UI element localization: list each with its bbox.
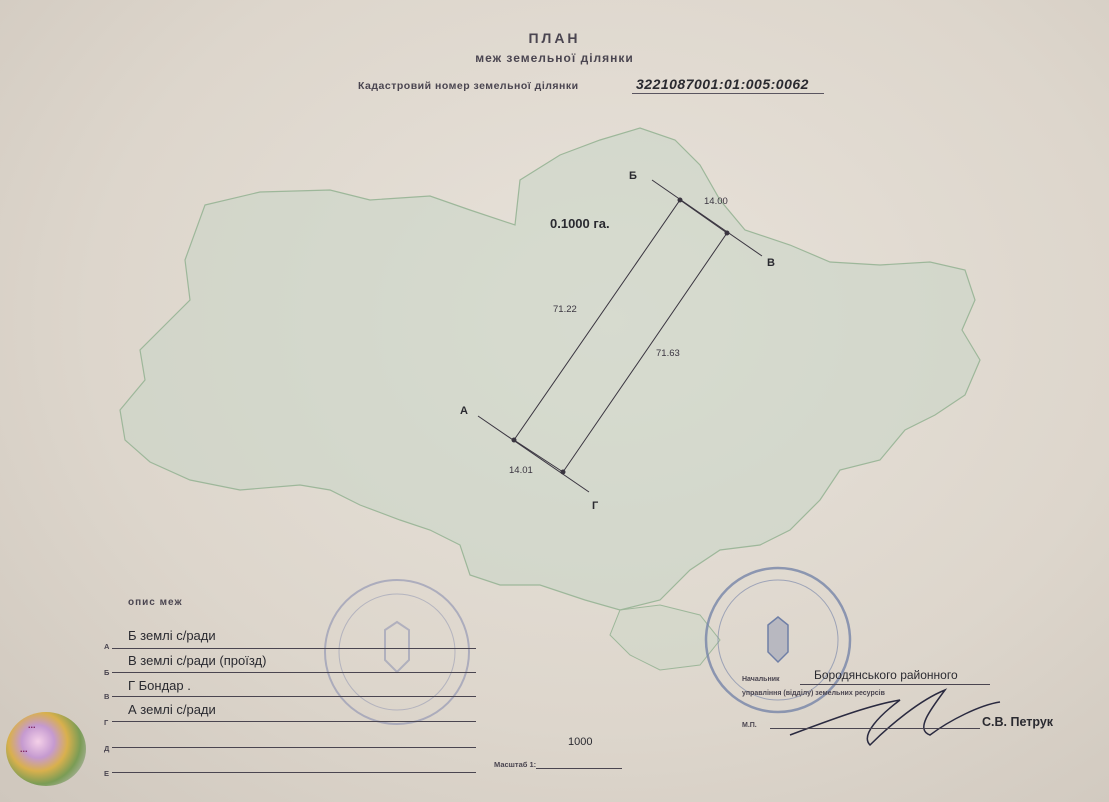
scale-label: Масштаб 1: [494,760,537,769]
scale-value: 1000 [568,736,593,748]
dimension-vg: 71.63 [656,348,680,359]
boundary-row-line [112,747,476,748]
point-b-label: Б [629,170,637,182]
boundary-row-line [112,721,476,722]
cadastral-number: 3221087001:01:005:0062 [636,76,809,92]
boundary-row-text: Б землі с/ради [128,628,216,643]
boundary-row-text: В землі с/ради (проїзд) [128,653,267,668]
boundary-row-letter: Е [104,769,110,778]
signatory-name: С.В. Петрук [982,715,1054,729]
signature-underline [770,728,980,729]
boundary-row-letter: А [104,642,110,651]
point-a-label: А [460,405,468,417]
point-v-label: В [767,257,775,269]
dimension-bv: 14.00 [704,196,728,207]
point-g-label: Г [592,500,599,512]
boundary-row-text: Г Бондар . [128,678,191,693]
document-subtitle: меж земельної ділянки [475,51,634,65]
plot-area: 0.1000 га. [550,216,610,231]
signatory-org-line2: управління (відділу) земельних ресурсів [742,690,885,697]
scale-underline [536,768,622,769]
dimension-ab: 71.22 [553,304,577,315]
hologram-text-top: ... [28,720,36,730]
signatory-role: Начальник [742,676,780,683]
boundary-row-letter: Б [104,668,110,677]
boundary-row-text: А землі с/ради [128,702,216,717]
boundary-row-line [112,696,476,697]
hologram-text-mid: ... [20,744,28,754]
document-title: ПЛАН [528,30,581,46]
boundaries-title: опис меж [128,597,183,608]
boundary-row-line [112,648,476,649]
cadastral-underline [632,93,824,94]
boundary-row-letter: Д [104,744,110,753]
stamp-place-label: М.П. [742,722,757,729]
hologram-sticker [6,712,86,786]
boundary-row-line [112,772,476,773]
crimea-watermark [610,605,720,670]
signatory-org-underline [800,684,990,685]
country-outline-watermark [120,128,980,610]
boundary-row-letter: В [104,692,110,701]
boundary-row-line [112,672,476,673]
cadastral-number-label: Кадастровий номер земельної ділянки [358,80,579,92]
boundary-row-letter: Г [104,718,109,727]
signatory-org-line1: Бородянського районного [814,668,958,682]
dimension-ag: 14.01 [509,465,533,476]
left-seal [325,580,469,724]
